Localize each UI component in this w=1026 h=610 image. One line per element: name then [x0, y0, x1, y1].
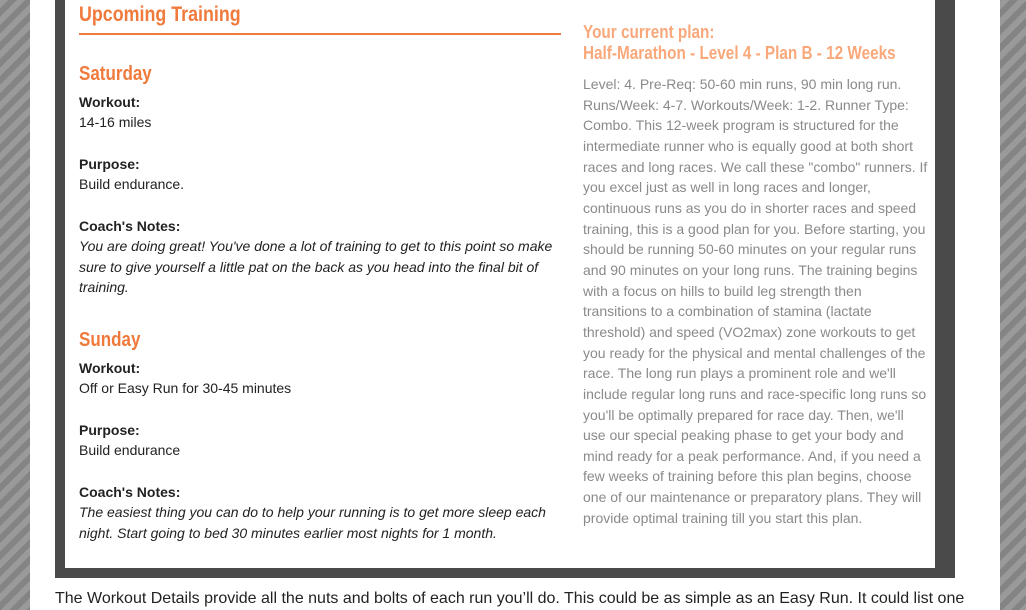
- purpose-value: Build endurance.: [79, 176, 185, 192]
- day-sunday: [79, 328, 561, 543]
- workout-value: 14-16 miles: [79, 114, 152, 130]
- workout-label: Workout:: [79, 360, 141, 376]
- coach-notes-label: Coach's Notes:: [79, 484, 181, 500]
- coach-notes-label: Coach's Notes:: [79, 218, 181, 234]
- day-saturday: [79, 62, 561, 298]
- day-heading: Sunday: [79, 329, 141, 351]
- training-panel: [65, 0, 935, 568]
- upcoming-training-title: Upcoming Training: [79, 3, 241, 26]
- current-plan-label: Your current plan:: [583, 22, 715, 42]
- purpose-value: Build endurance: [79, 442, 181, 458]
- coach-notes-value: You are doing great! You've done a lot of training to get to this point so make sure to give yourself a little pat on the back as you head into the final bit of training.: [79, 238, 553, 296]
- purpose-label: Purpose:: [79, 422, 140, 438]
- article-paragraph: The Workout Details provide all the nuts and bolts of each run you’ll do. This could be as simple as an Easy Run. It could list one: [55, 590, 965, 607]
- coach-notes-value: The easiest thing you can do to help your running is to get more sleep each night. Start going to bed 30 minutes earlier most nights for 1 month.: [79, 504, 546, 541]
- current-plan-name: Half-Marathon - Level 4 - Plan B - 12 Weeks: [583, 43, 896, 63]
- day-heading: Saturday: [79, 63, 152, 85]
- upcoming-training-column: [79, 0, 561, 541]
- screenshot-figure: [55, 0, 955, 578]
- plan-description: Level: 4. Pre-Req: 50-60 min runs, 90 min long run. Runs/Week: 4-7. Workouts/Week: 1-2. Runner Type: Combo. This 12-week program is structured for the intermediate runner who is equally good at both short races and long races. We call these "combo" runners. If you excel just as well in long races and longer, continuous runs as you do in shorter races and speed training, this is a good plan for you. Before starting, you should be running 50-60 minutes on your regular runs and 90 minutes on your long runs. The training begins with a focus on hills to build leg strength then transitions to a combination of stamina (lactate threshold) and speed (VO2max) zone workouts to get you ready for the physical and mental challenges of the race. The long run plays a prominent role and we'll include regular long runs and race-specific long runs so you'll be optimally prepared for race day. Then, we'll use our special peaking phase to get your body and mind ready for a peak performance. And, if you need a few weeks of training before this plan begins, choose one of our maintenance or preparatory plans. They will provide optimal training till you start this plan.: [583, 76, 928, 526]
- purpose-label: Purpose:: [79, 156, 140, 172]
- article-content: [30, 0, 1000, 610]
- workout-label: Workout:: [79, 94, 141, 110]
- workout-value: Off or Easy Run for 30-45 minutes: [79, 380, 292, 396]
- title-divider: [79, 33, 561, 35]
